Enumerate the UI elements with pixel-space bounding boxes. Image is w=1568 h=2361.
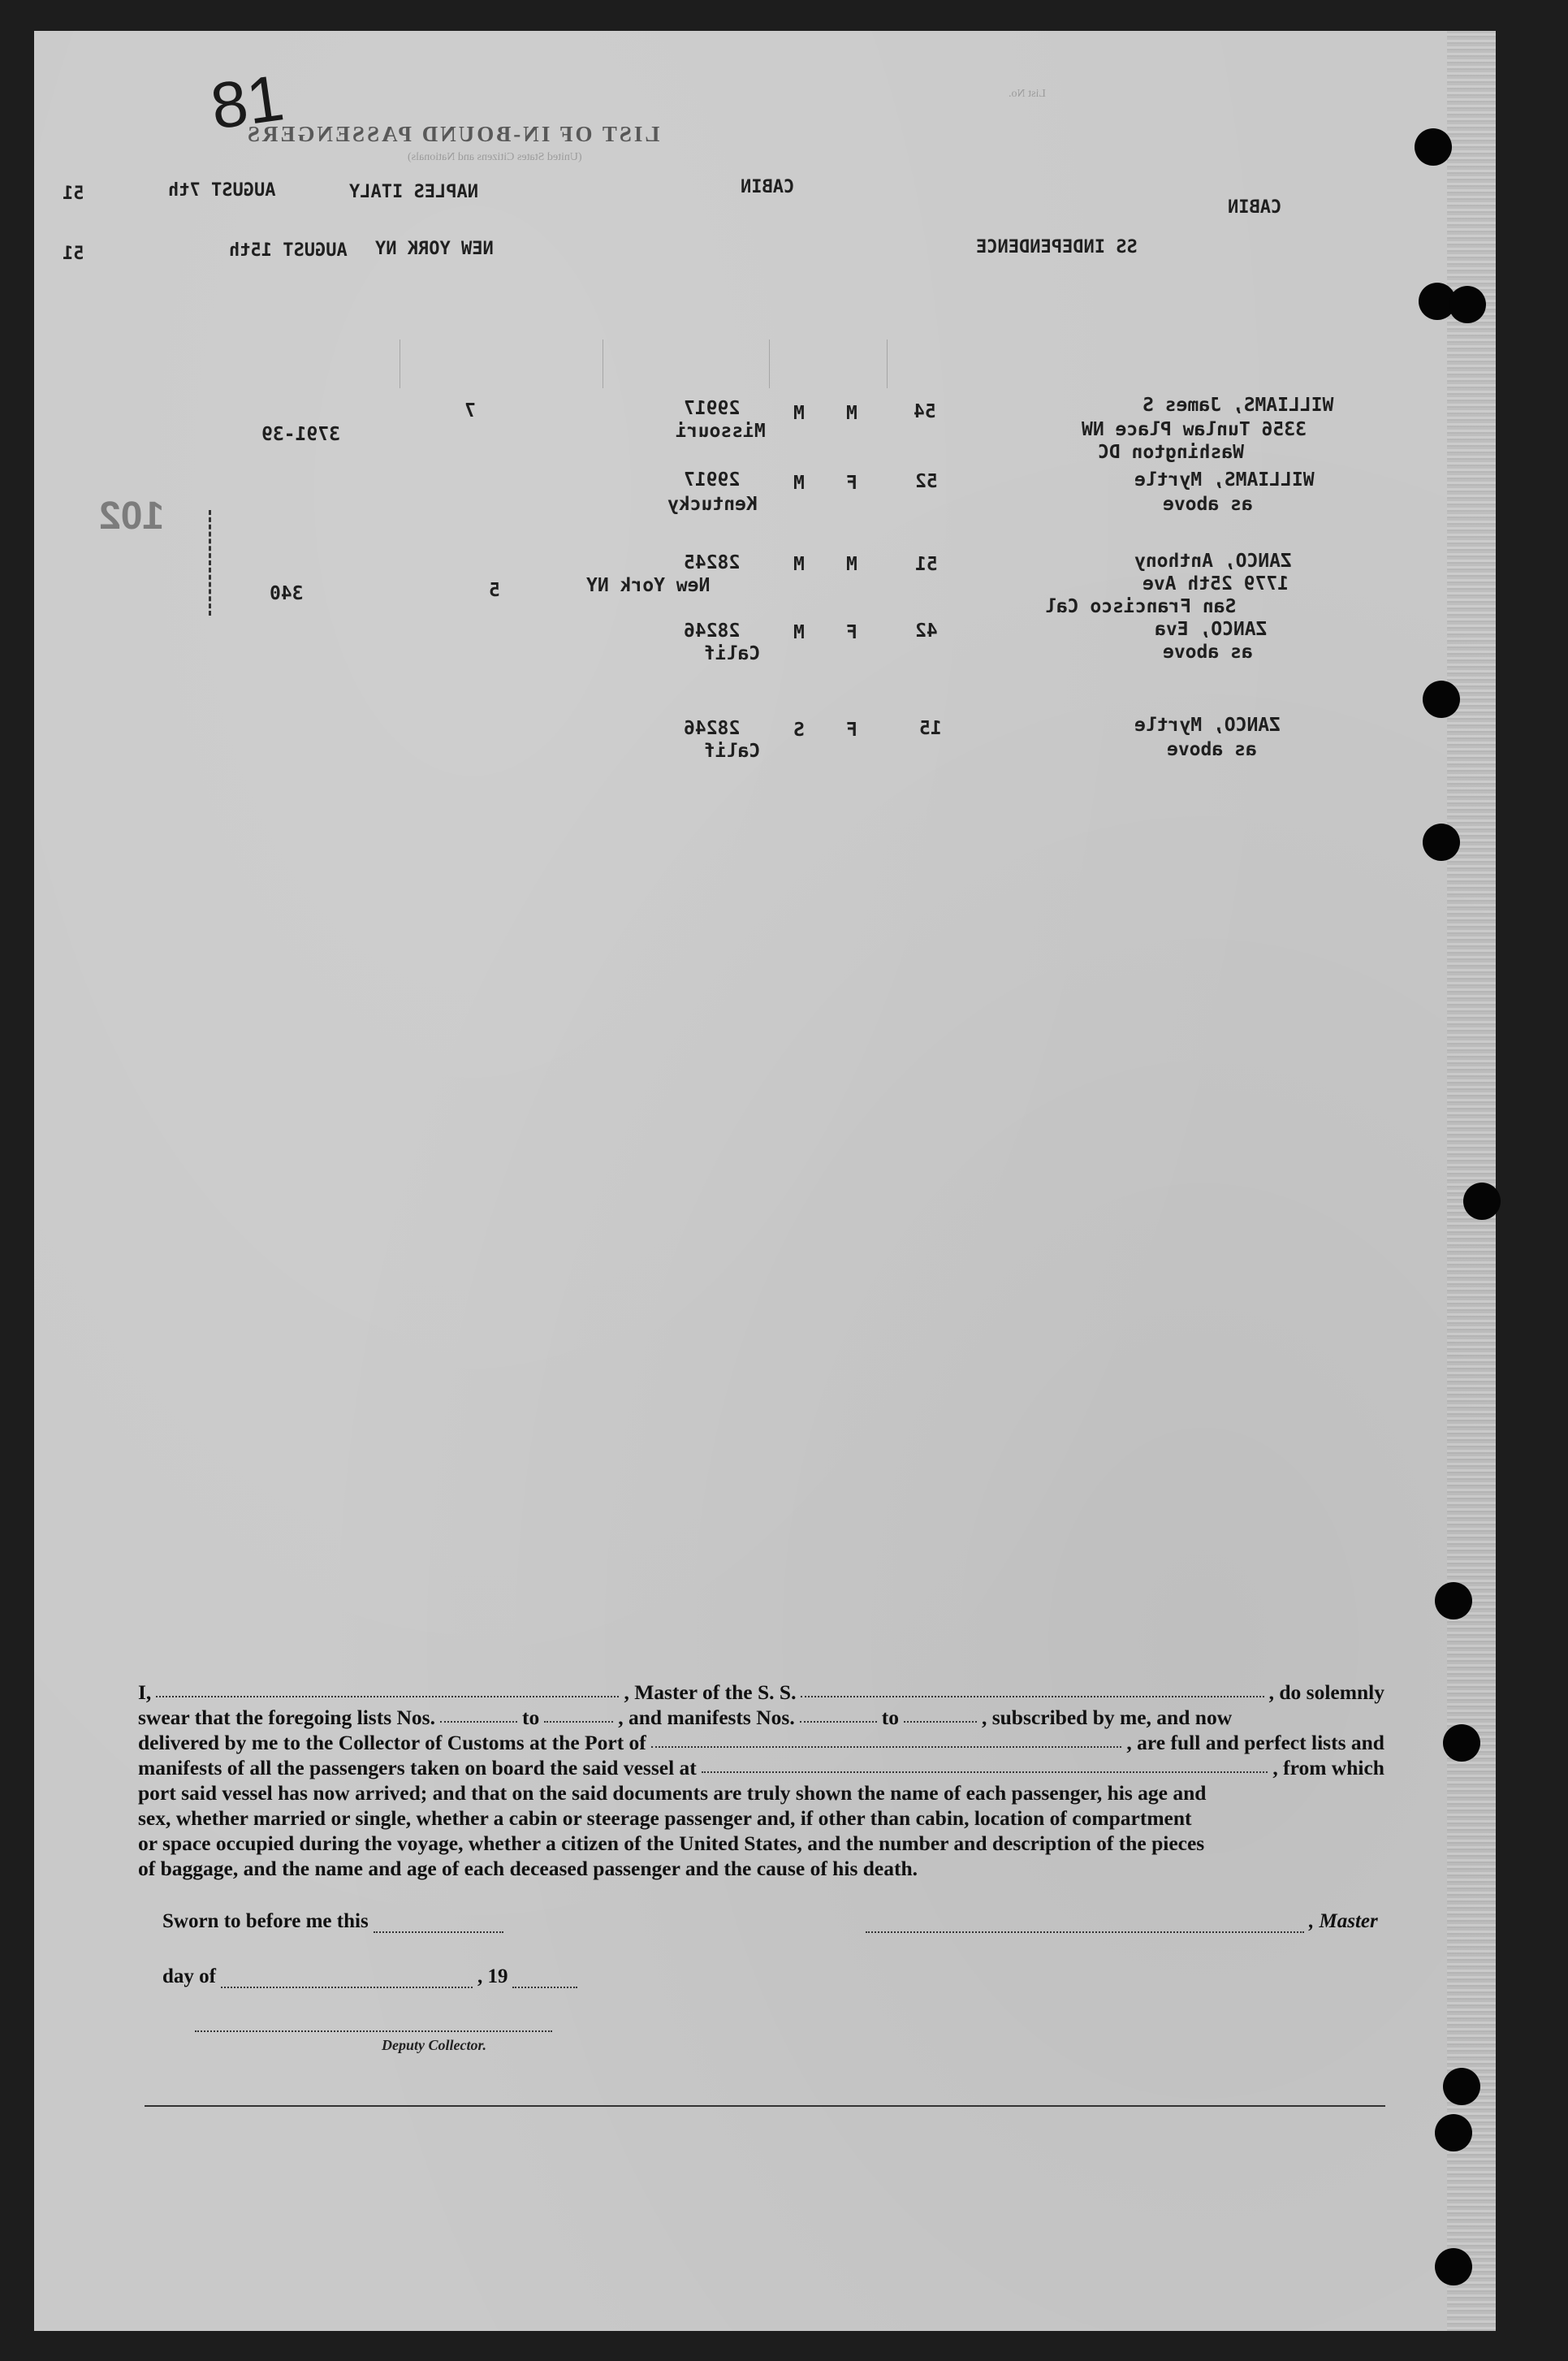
passenger-status: S: [793, 720, 805, 741]
header-date-2: AUGUST 15th: [229, 240, 348, 261]
passenger-address-1: as above: [1163, 494, 1253, 515]
column-divider: [887, 339, 888, 388]
manifest-from-blank[interactable]: [800, 1705, 877, 1723]
passenger-address-1: as above: [1167, 739, 1257, 760]
column-divider: [769, 339, 770, 388]
header-from: NAPLES ITALY: [349, 182, 478, 202]
day-of-blank[interactable]: [221, 1972, 473, 1988]
header-ship: SS INDEPENDENCE: [976, 237, 1138, 257]
manifest-to-blank[interactable]: [904, 1705, 977, 1723]
oath-line-1: I, , Master of the S. S. , do solemnly: [138, 1680, 1385, 1704]
baggage-count-5: 5: [489, 580, 500, 601]
passenger-age: 52: [915, 471, 938, 492]
header-subtitle: (United States Citizens and Nationals): [408, 151, 582, 163]
passenger-sex: M: [846, 554, 857, 575]
passenger-state: Calif: [704, 643, 761, 664]
deputy-collector-signature-blank[interactable]: [195, 2030, 552, 2032]
oath-line-5: port said vessel has now arrived; and that on the said documents are truly shown the name of each passenger, his age and: [138, 1781, 1207, 1805]
year-blank[interactable]: [512, 1972, 577, 1988]
passenger-name: ZANCO, Anthony: [1134, 551, 1292, 572]
passenger-status: M: [793, 403, 805, 424]
stamp-number: 102: [99, 495, 165, 538]
sworn-date-blank[interactable]: [374, 1917, 503, 1933]
port-blank[interactable]: [651, 1730, 1122, 1748]
passenger-age: 51: [915, 554, 938, 575]
passenger-sex: F: [846, 473, 857, 494]
passenger-number: 28246: [684, 718, 741, 739]
header-port: NEW YORK NY: [375, 239, 494, 259]
passenger-state: Kentucky: [667, 494, 758, 515]
punch-hole: [1443, 1724, 1480, 1762]
oath-line-7: or space occupied during the voyage, whether a citizen of the United States, and the number and description of the pieces: [138, 1831, 1205, 1855]
passenger-name: WILLIAMS, Myrtle: [1134, 469, 1315, 491]
deputy-collector-label: Deputy Collector.: [382, 2037, 486, 2053]
punch-hole: [1449, 286, 1486, 323]
passenger-number: 28245: [684, 552, 741, 573]
header-title: LIST OF IN-BOUND PASSENGERS: [245, 122, 660, 146]
passenger-state: Missouri: [676, 421, 766, 442]
passenger-address-2: San Francisco Cal: [1045, 596, 1237, 617]
departure-port-blank[interactable]: [702, 1755, 1268, 1773]
side-number-340: 340: [270, 583, 304, 604]
passenger-state: New York NY: [586, 575, 711, 596]
punch-hole: [1415, 128, 1452, 166]
passenger-age: 54: [914, 401, 936, 422]
passenger-name: ZANCO, Myrtle: [1134, 715, 1281, 736]
master-name-blank[interactable]: [156, 1680, 619, 1697]
passenger-number: 29917: [684, 398, 741, 419]
sworn-line: Sworn to before me this: [162, 1910, 508, 1933]
side-number-3791: 3791-39: [261, 424, 340, 445]
punch-hole: [1423, 681, 1460, 718]
torn-edge: [1447, 31, 1496, 2331]
header-class-2: CABIN: [1228, 197, 1282, 218]
list-from-blank[interactable]: [440, 1705, 517, 1723]
passenger-status: M: [793, 473, 805, 494]
master-signature-blank[interactable]: [866, 1917, 1304, 1933]
oath-line-3: delivered by me to the Collector of Customs at the Port of , are full and perfect lists and: [138, 1731, 1384, 1754]
punch-hole: [1423, 824, 1460, 861]
passenger-sex: F: [846, 622, 857, 643]
passenger-name: ZANCO, Eva: [1155, 619, 1268, 640]
passenger-age: 15: [919, 718, 942, 739]
header-date-1: AUGUST 7th: [168, 180, 276, 201]
punch-hole: [1435, 1582, 1472, 1619]
oath-line-4: manifests of all the passengers taken on board the said vessel at , from which: [138, 1756, 1384, 1779]
oath-line-6: sex, whether married or single, whether a cabin or steerage passenger and, if other than cabin, location of compartment: [138, 1806, 1192, 1830]
passenger-age: 42: [915, 621, 938, 642]
passenger-sex: M: [846, 403, 857, 424]
list-to-blank[interactable]: [544, 1705, 613, 1723]
list-no-label: List No.: [1009, 88, 1046, 100]
passenger-name: WILLIAMS, James S: [1143, 395, 1334, 416]
passenger-number: 29917: [684, 469, 741, 491]
passenger-address-1: 1779 25th Ave: [1143, 573, 1289, 595]
ship-name-blank[interactable]: [801, 1680, 1263, 1697]
passenger-state: Calif: [704, 741, 761, 762]
passenger-status: M: [793, 622, 805, 643]
bottom-rule: [145, 2105, 1385, 2107]
passenger-address-2: Washington DC: [1098, 442, 1245, 463]
oath-line-8: of baggage, and the name and age of each deceased passenger and the cause of his death.: [138, 1857, 918, 1880]
handwritten-list-number: 81: [206, 61, 288, 143]
oath-line-2: swear that the foregoing lists Nos. to , and manifests Nos. to , subscribed by me, and now: [138, 1706, 1233, 1729]
passenger-address-1: as above: [1163, 642, 1253, 663]
header-year-1: 51: [63, 184, 84, 204]
punch-hole: [1463, 1183, 1501, 1220]
passenger-address-1: 3356 Tunlaw Place NW: [1082, 419, 1307, 440]
punch-hole: [1435, 2114, 1472, 2151]
header-class-1: CABIN: [741, 177, 795, 197]
baggage-count-7: 7: [464, 400, 476, 422]
passenger-status: M: [793, 554, 805, 575]
punch-hole: [1435, 2248, 1472, 2285]
punch-hole: [1443, 2068, 1480, 2105]
master-oath: [138, 1680, 1384, 1881]
passenger-number: 28246: [684, 621, 741, 642]
master-signature-line: , Master: [861, 1910, 1378, 1933]
passenger-sex: F: [846, 720, 857, 741]
day-of-line: day of , 19: [162, 1965, 582, 1988]
header-year-2: 51: [63, 244, 84, 264]
bracket-mark: [209, 510, 214, 616]
